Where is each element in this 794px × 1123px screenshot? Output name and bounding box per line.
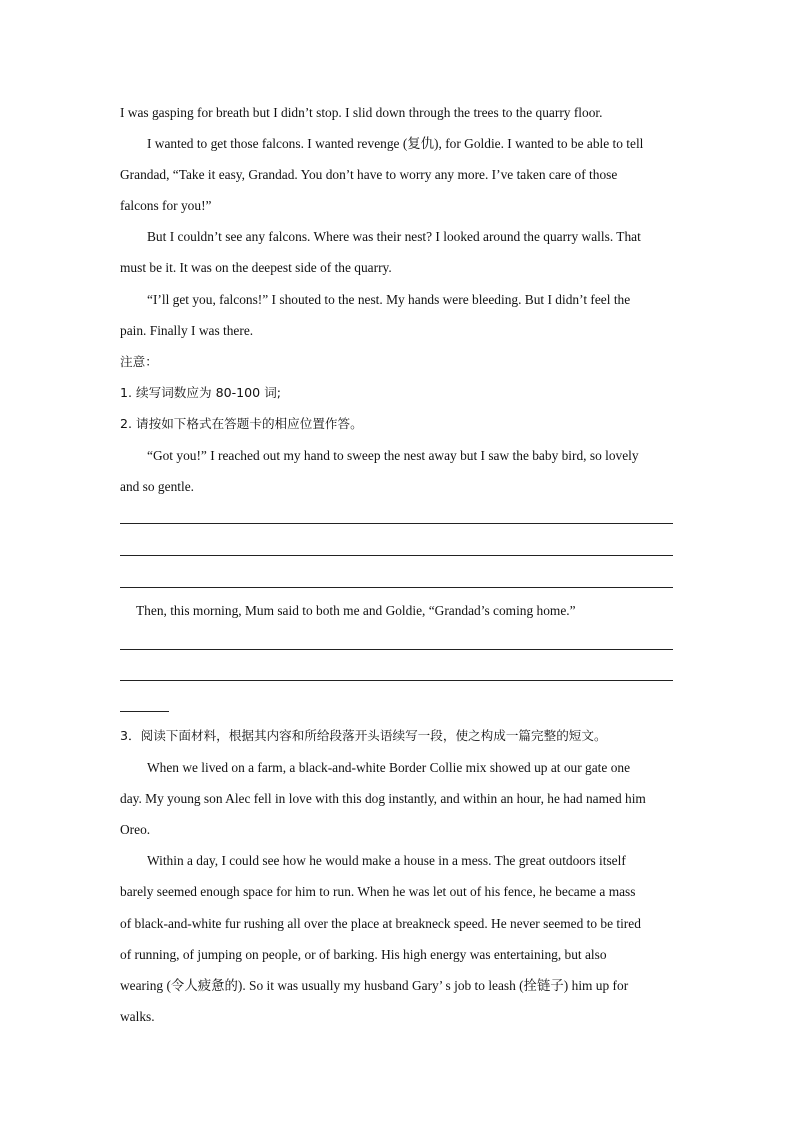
answer-line	[120, 555, 673, 556]
task-3-paragraph-2-line-5: wearing (令人疲惫的). So it was usually my husband Gary’ s job to leash (拴链子) him up for	[120, 978, 629, 993]
task-3-instruction: 3．阅读下面材料，根据其内容和所给段落开头语续写一段，使之构成一篇完整的短文。	[120, 728, 607, 743]
story-paragraph-2-line-3: falcons for you!”	[120, 198, 212, 213]
answer-line	[120, 680, 673, 681]
task-3-paragraph-1-line-1: When we lived on a farm, a black-and-white Border Collie mix showed up at our gate one	[147, 760, 631, 775]
answer-line	[120, 649, 673, 650]
notes-item-2: 2. 请按如下格式在答题卡的相应位置作答。	[120, 416, 363, 431]
task-3-paragraph-2-line-4: of running, of jumping on people, or of barking. His high energy was entertaining, but also	[120, 947, 607, 962]
task-3-paragraph-2-line-1: Within a day, I could see how he would make a house in a mess. The great outdoors itself	[147, 853, 626, 868]
notes-item-1: 1. 续写词数应为 80-100 词;	[120, 385, 282, 400]
answer-line-end	[120, 711, 169, 712]
story-paragraph-1: I was gasping for breath but I didn’t stop. I slid down through the trees to the quarry floor.	[120, 105, 603, 120]
story-paragraph-4-line-2: pain. Finally I was there.	[120, 323, 254, 338]
story-paragraph-4-line-1: “I’ll get you, falcons!” I shouted to the nest. My hands were bleeding. But I didn’t feel the	[147, 292, 631, 307]
story-paragraph-2-line-2: Grandad, “Take it easy, Grandad. You don’t have to worry any more. I’ve taken care of those	[120, 167, 618, 182]
task-3-paragraph-1-line-2: day. My young son Alec fell in love with this dog instantly, and within an hour, he had named him	[120, 791, 646, 806]
answer-paragraph-2: Then, this morning, Mum said to both me and Goldie, “Grandad’s coming home.”	[136, 603, 576, 618]
answer-paragraph-1-line-2: and so gentle.	[120, 479, 195, 494]
answer-paragraph-1-line-1: “Got you!” I reached out my hand to sweep the nest away but I saw the baby bird, so lovely	[147, 448, 639, 463]
answer-line	[120, 587, 673, 588]
task-3-paragraph-2-line-2: barely seemed enough space for him to run. When he was let out of his fence, he became a mass	[120, 884, 636, 899]
story-paragraph-3-line-1: But I couldn’t see any falcons. Where was their nest? I looked around the quarry walls. That	[147, 229, 641, 244]
answer-line	[120, 523, 673, 524]
task-3-paragraph-2-line-3: of black-and-white fur rushing all over the place at breakneck speed. He never seemed to be tired	[120, 916, 641, 931]
notes-heading: 注意：	[120, 354, 158, 369]
story-paragraph-3-line-2: must be it. It was on the deepest side of the quarry.	[120, 260, 392, 275]
task-3-paragraph-2-line-6: walks.	[120, 1009, 155, 1024]
story-paragraph-2-line-1: I wanted to get those falcons. I wanted revenge (复仇), for Goldie. I wanted to be able to tell	[147, 136, 644, 151]
task-3-paragraph-1-line-3: Oreo.	[120, 822, 151, 837]
